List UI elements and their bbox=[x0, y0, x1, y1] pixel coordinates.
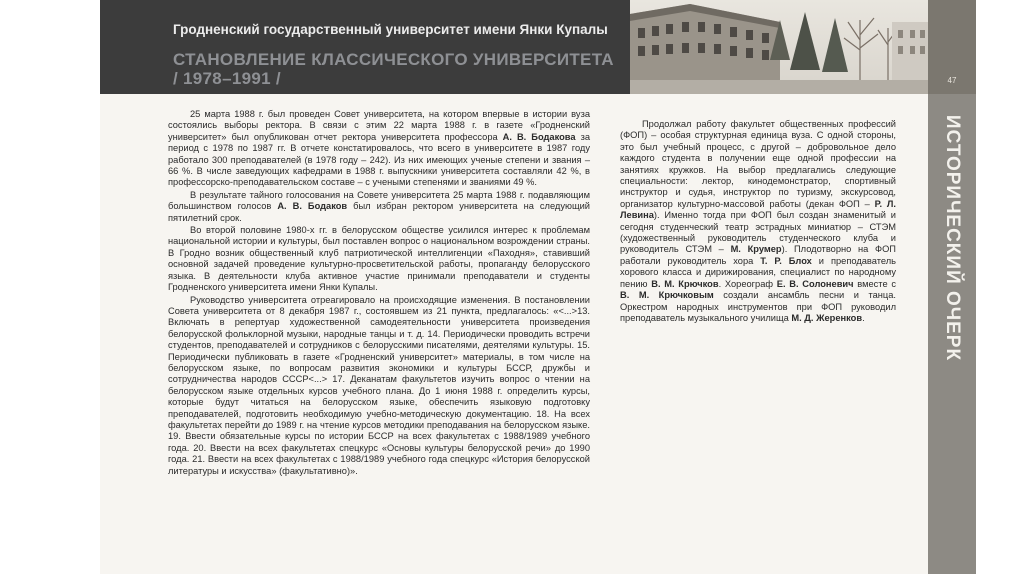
chapter-title-line1: СТАНОВЛЕНИЕ КЛАССИЧЕСКОГО УНИВЕРСИТЕТА bbox=[173, 50, 614, 69]
university-name: Гродненский государственный университет имени Янки Купалы bbox=[173, 22, 608, 37]
section-sidebar bbox=[928, 0, 976, 574]
text-column-left bbox=[168, 109, 590, 478]
section-label-text: ИСТОРИЧЕСКИЙ ОЧЕРК bbox=[942, 114, 963, 362]
paragraph: Во второй половине 1980-х гг. в белорусском обществе усилился интерес к проблемам национальной истории и культуры, был поставлен вопрос о национальном возрождении страны. В Гродно возник общественный клуб патриотической интеллигенции «Паходня», ставивший основной задачей проведение культурно-просветительской работы, пропаганду белорусского языка. В деятельности клуба активное участие принимали преподаватели и студенты Гродненского университета имени Янки Купалы. bbox=[168, 225, 590, 293]
paragraph: Руководство университета отреагировало на происходящие изменения. В постановлении Совета университета от 8 декабря 1987 г., состоявшем из 21 пункта, предлагалось: «<...>13. Включать в репертуар художественной самодеятельности университета произведения белорусской фольклорной музыки, народные танцы и т. д. 14. Периодически проводить встречи студентов, преподавателей и сотрудников с белорусскими писателями, деятелями культуры. 15. Периодически публиковать в газете «Гродненский университет» материалы, в том числе на белорусском языке, по вопросам развития экономики и культуры БССР, дружбы и сотрудничества народов СССР<...> 17. Деканатам факультетов изучить вопрос о чтении на белорусском языке отдельных курсов учебного плана. До 1 июня 1988 г. определить курсы, которые будут читаться на белорусском языке, обеспечить языковую подготовку преподавателей, подготовить необходимую учебно-методическую документацию. 18. На всех факультетах перейти до 1989 г. на чтение курсов методики преподавания на белорусском языке. 19. Ввести обязательные курсы по истории БССР на всех факультетах с 1988/1989 учебного года. 20. Ввести на всех факультетах спецкурс «Основы культуры белорусской речи» до 1990 года. 21. Ввести на всех факультетах с 1988/1989 учебного года спецкурс «История белорусской литературы и искусства» (факультативно)». bbox=[168, 294, 590, 476]
chapter-title bbox=[173, 50, 614, 88]
section-label bbox=[930, 114, 974, 362]
university-building-photo bbox=[630, 0, 928, 94]
paragraph: 25 марта 1988 г. был проведен Совет университета, на котором впервые в истории вуза состоялись выборы ректора. В связи с этим 22 марта 1988 г. в газете «Гродненский университет» был опубликован отчет ректора университета профессора А. В. Бодакова за период с 1978 по 1987 гг. В отчете констатировалось, что всего в университете в 1987 году работало 300 преподавателей (в 1978 году – 242). Из них имеющих ученые степени и звания – 66 %. В числе заведующих кафедрами в 1988 г. выпускники университета составляли 42 %, в профессорско-преподавательском составе – с учеными степенями и званиями 49 %. bbox=[168, 109, 590, 188]
text-column-right bbox=[620, 119, 896, 325]
page-header bbox=[100, 0, 630, 94]
chapter-title-line2: / 1978–1991 / bbox=[173, 69, 281, 88]
building-photo-illustration bbox=[630, 0, 928, 94]
page-number: 47 bbox=[947, 76, 957, 85]
paragraph: В результате тайного голосования на Совете университета 25 марта 1988 г. подавляющим большинством голосов А. В. Бодаков был избран ректором университета на следующий пятилетний срок. bbox=[168, 189, 590, 223]
paragraph: Продолжал работу факультет общественных профессий (ФОП) – особая структурная единица вуза. С одной стороны, это был учебный процесс, с другой – добровольное дело каждого студента в получении еще одной профессии на занятиях кружков. На выбор предлагались следующие специальности: лектор, кинодемонстратор, спортивный инструктор и судья, инструктор по туризму, экскурсовод, организатор культурно-массовой работы (декан ФОП – Р. Л. Левина). Именно тогда при ФОП был создан знаменитый и сегодня студенческий театр эстрадных миниатюр – СТЭМ (художественный руководитель студенческого клуба и руководитель СТЭМ – М. Крумер). Плодотворно на ФОП работали руководитель хора Т. Р. Блох и преподаватель хорового класса и дирижирования, специалист по народному пению В. М. Крючков. Хореограф Е. В. Солоневич вместе с В. М. Крючковым создали ансамбль песни и танца. Оркестром народных инструментов при ФОП руководил преподаватель музыкального училища М. Д. Жеренков. bbox=[620, 119, 896, 323]
